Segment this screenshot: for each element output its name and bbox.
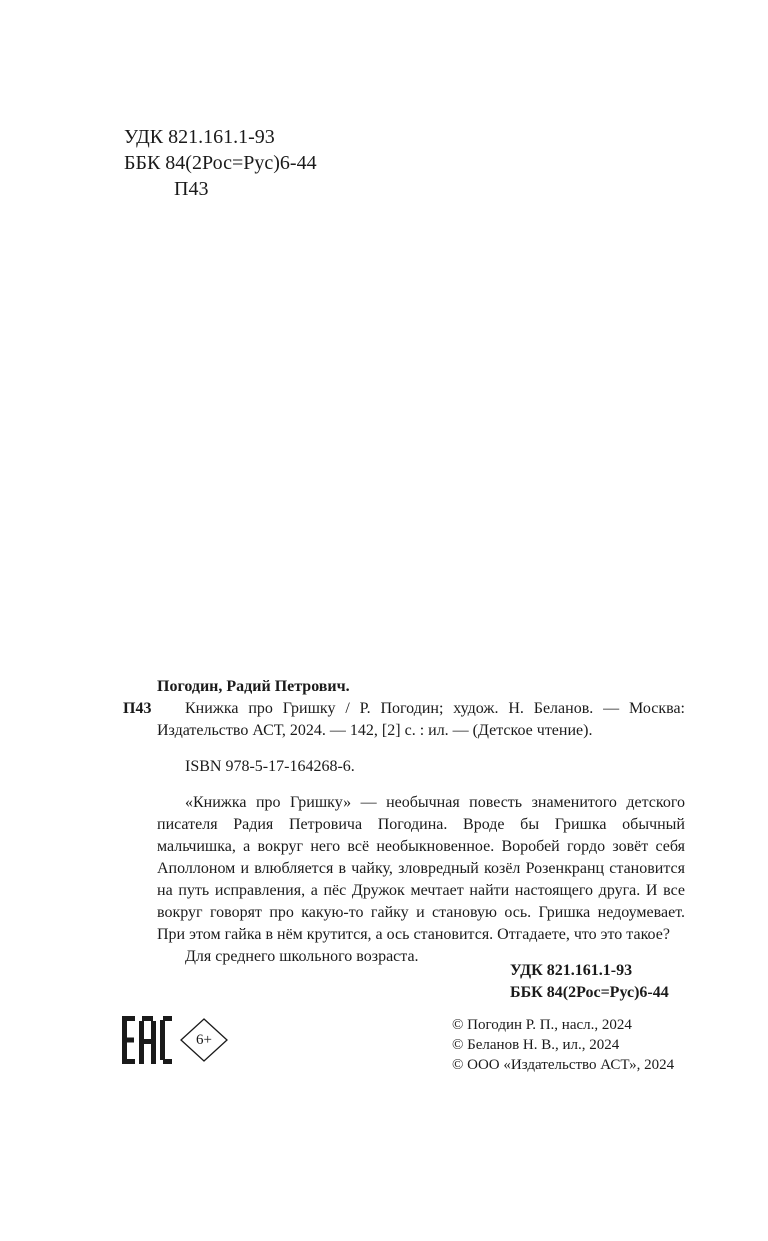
record-author: Погодин, Радий Петрович. (157, 678, 350, 695)
classification-block-bottom (510, 960, 669, 1004)
eac-mark-icon (122, 1016, 172, 1064)
udk-code: УДК 821.161.1-93 (124, 126, 275, 148)
record-entry: Книжка про Гришку / Р. Погодин; худож. Н. Беланов. — Москва: Издательство АСТ, 2024. — 142, [2] с. : ил. — (Детское чтение). (157, 700, 685, 739)
age-rating-badge (180, 1018, 228, 1062)
copyright-line: © ООО «Издательство АСТ», 2024 (452, 1057, 675, 1073)
copyright-line: © Погодин Р. П., насл., 2024 (452, 1017, 632, 1033)
bbk-code: ББК 84(2Рос=Рус)6-44 (124, 152, 317, 174)
isbn: ISBN 978-5-17-164268-6. (185, 758, 355, 775)
age-rating-text: 6+ (196, 1032, 212, 1048)
copyright-line: © Беланов Н. В., ил., 2024 (452, 1037, 620, 1053)
bibliographic-record (123, 676, 685, 968)
copyright-block (452, 1015, 674, 1075)
annotation-text: «Книжка про Гришку» — необычная повесть знаменитого детского писателя Радия Петровича Погодина. Вроде бы Гришка обычный мальчишка, а вокруг него всё необыкновенное. Воробей гордо зовёт себя Аполлоном и влюбляется в чайку, зловредный козёл Розенкранц становится на путь исправления, а пёс Дружок мечтает найти настоящего друга. И все вокруг говорят про какую-то гайку и становую ось. Гришка недоумевает. При этом гайка в нём крутится, а ось становится. Отгадаете, что это такое? (157, 794, 685, 943)
annotation (157, 792, 685, 968)
bbk-code-bottom: ББК 84(2Рос=Рус)6-44 (510, 984, 669, 1001)
udk-code-bottom: УДК 821.161.1-93 (510, 962, 633, 979)
author-mark: П43 (174, 178, 209, 200)
record-author-mark: П43 (123, 700, 152, 717)
classification-block (124, 124, 317, 202)
audience-note: Для среднего школьного возраста. (185, 948, 419, 965)
